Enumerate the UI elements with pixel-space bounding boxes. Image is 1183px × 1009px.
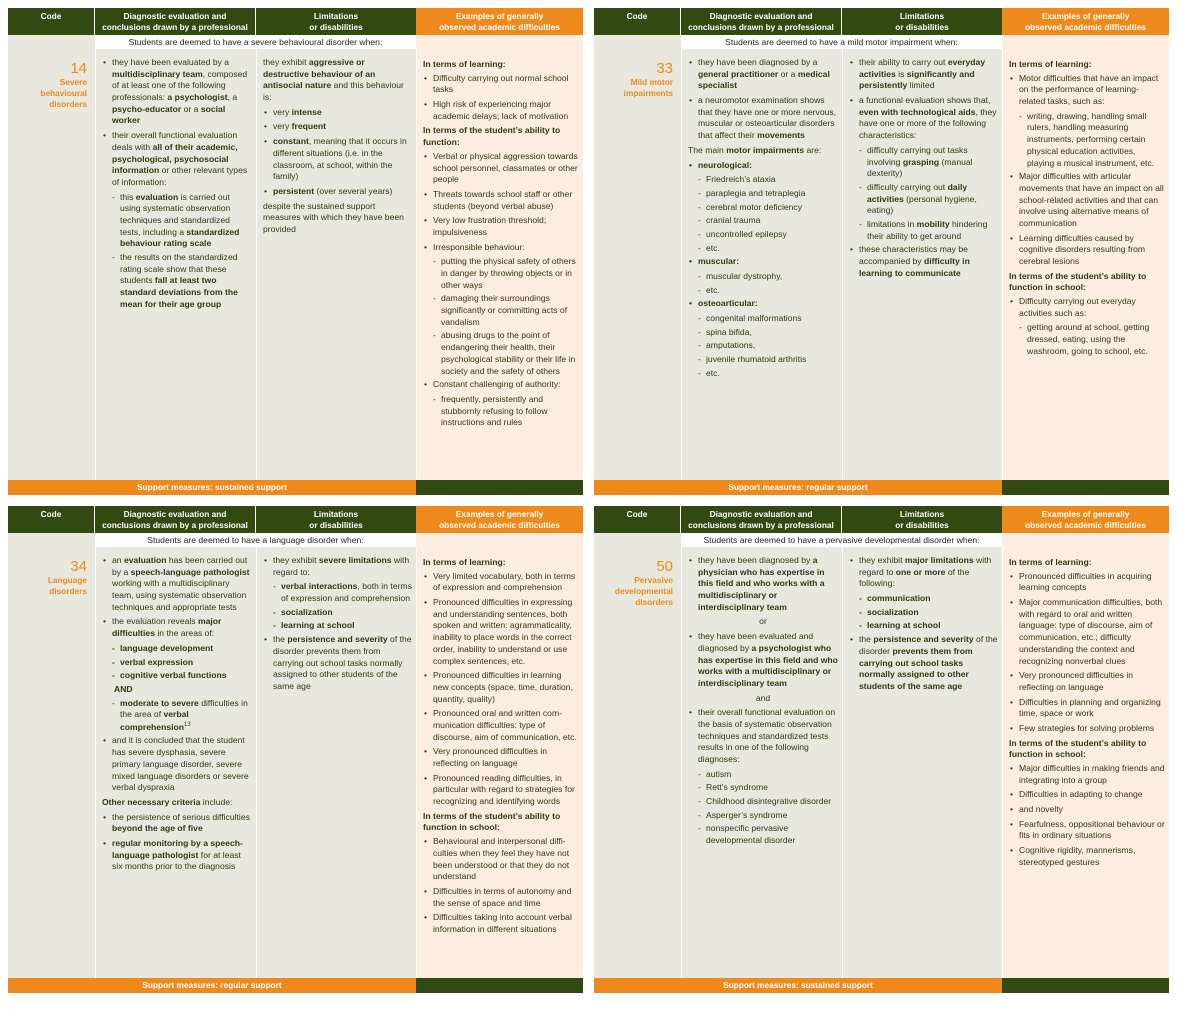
list-item: - cerebral motor deficiency: [688, 202, 838, 214]
card-body: [8, 49, 583, 480]
examples-cell: [416, 547, 583, 978]
list-item: - verbal expression: [102, 657, 252, 669]
section-heading: In terms of learning:: [1009, 59, 1092, 69]
list-item: - verbal interactions, both in terms of expression and comprehension: [263, 581, 412, 604]
list-item: - etc.: [688, 243, 838, 255]
card-mild-motor-impairments: [594, 8, 1169, 495]
list-item: - difficulty carrying out daily activities (personal hygiene, eating): [849, 182, 998, 217]
list-item: • Learning difficulties caused by cognitive disorders resulting from cerebral lesions: [1009, 233, 1165, 268]
list-item: - frequently, persistently and stubbornly refusing to follow instructions and rules: [431, 394, 579, 429]
list-item: The main motor impairments are:: [688, 144, 822, 155]
code-number: 14: [70, 60, 87, 77]
list-item: • and it is concluded that the student has severe dysphasia, severe primary language disorder, severe mixed language disorders or severe verbal dyspraxia: [102, 735, 252, 793]
header-limitations: Limitations or disabilities: [256, 8, 416, 35]
card-body: [594, 49, 1169, 480]
support-measures: Support measures: sustained support: [8, 480, 416, 495]
list-item: • Difficulty carrying out normal school tasks: [423, 73, 579, 96]
list-item: - learning at school: [849, 620, 998, 632]
list-item: - etc.: [688, 285, 838, 297]
support-measures-row: [594, 978, 1169, 993]
list-item: - cranial trauma: [688, 215, 838, 227]
support-measures: Support measures: regular support: [8, 978, 416, 993]
list-item: - this evaluation is carried out using systematic observation techniques and standardized tests, including a standardized behaviour rating scale: [102, 192, 252, 250]
list-item: - putting the physical safety of others in danger by throwing objects or in other ways: [431, 256, 579, 291]
list-item: • Motor difficulties that have an impact on the performance of learning-related tasks, such as:: [1009, 73, 1165, 108]
list-item: - learning at school: [263, 620, 412, 632]
list-item: • very intense: [263, 107, 412, 119]
card-body: [594, 547, 1169, 978]
list-item: - congenital malformations: [688, 313, 838, 325]
limitations-cell: [256, 547, 416, 978]
list-item: • Difficulties in planning and organizing time, space or work: [1009, 697, 1165, 720]
list-item: • Irresponsible behaviour:: [423, 242, 579, 254]
list-item: • they have been evaluated and diagnosed by a psychologist who has expertise in this field and who works with a multidisciplinary or interdisciplinary team: [688, 631, 838, 689]
list-item: - autism: [688, 769, 838, 781]
diagnostic-cell: [681, 49, 842, 480]
header-limitations: Limitations or disabilities: [842, 8, 1002, 35]
or-label: or: [759, 616, 767, 627]
deemed-row: [8, 35, 583, 49]
list-item: - juvenile rhumatoid arthritis: [688, 354, 838, 366]
and-label: and: [755, 692, 771, 703]
section-heading: In terms of learning:: [423, 557, 506, 567]
list-item: - language development: [102, 643, 252, 655]
list-item: • regular monitoring by a speech-language pathologist for at least six months prior to the diagnosis: [102, 838, 252, 873]
list-item: • their ability to carry out everyday activities is significantly and persistently limited: [849, 57, 998, 92]
code-cell: [594, 547, 681, 978]
deemed-text: Students are deemed to have a mild motor impairment when:: [725, 37, 958, 47]
deemed-row: [594, 35, 1169, 49]
list-item: • a neuromotor examination shows that they have one or more nervous, muscular or osteoarticular disorders that affect their movements: [688, 95, 838, 142]
list-item: - getting around at school, getting dressed, eating, using the washroom, going to school, etc.: [1017, 322, 1165, 357]
list-item: • they have been diagnosed by a physician who has expertise in this field and who works with a multidisciplinary or interdisciplinary team: [688, 555, 838, 613]
list-item: - communication: [849, 593, 998, 605]
code-number: 50: [656, 558, 673, 575]
deemed-row: [594, 533, 1169, 547]
list-item: despite the sustained support measures with which they have been provided: [263, 200, 404, 234]
list-item: - Rett’s syndrome: [688, 782, 838, 794]
and-label: AND: [114, 683, 133, 694]
list-item: • Cognitive rigidity, mannerisms, stereotyped gestures: [1009, 845, 1165, 868]
list-item: - etc.: [688, 368, 838, 380]
list-item: • Major difficulties with articular movements that have an impact on all school-related activities and that can involve using alternative means of communication: [1009, 171, 1165, 229]
header-diagnostic: Diagnostic evaluation and conclusions drawn by a professional: [95, 8, 256, 35]
list-item: • neurological:: [688, 160, 838, 172]
list-item: • Very limited vocabulary, both in terms of expression and comprehension: [423, 571, 579, 594]
support-measures-row: [8, 480, 583, 495]
section-heading: In terms of the student’s ability to function:: [423, 125, 561, 148]
limitations-cell: [842, 49, 1002, 480]
list-item: • High risk of experiencing major academic delays; lack of motivation: [423, 99, 579, 122]
list-item: • osteoarticular:: [688, 298, 838, 310]
list-item: - Friedreich’s ataxia: [688, 174, 838, 186]
code-label: Language disorders: [47, 575, 87, 596]
list-item: • Pronounced oral and written communication difficulties: type of discourse, aim of communication, etc.: [423, 708, 579, 743]
code-cell: [8, 547, 95, 978]
list-item: - Asperger’s syndrome: [688, 810, 838, 822]
header-limitations: Limitations or disabilities: [842, 506, 1002, 533]
header-limitations: Limitations or disabilities: [256, 506, 416, 533]
header-diagnostic: Diagnostic evaluation and conclusions drawn by a professional: [681, 506, 842, 533]
list-item: • Difficulties in adapting to change: [1009, 789, 1165, 801]
list-item: they exhibit aggressive or destructive behaviour of an antisocial nature and this behaviour is:: [263, 57, 404, 103]
list-item: Other necessary criteria include:: [102, 796, 233, 807]
list-item: • Very pronounced difficulties in reflecting on language: [423, 746, 579, 769]
list-item: • Very pronounced difficulties in reflecting on language: [1009, 670, 1165, 693]
table-header: [594, 8, 1169, 35]
list-item: • the evaluation reveals major difficulties in the areas of:: [102, 616, 252, 639]
code-number: 33: [656, 60, 673, 77]
card-severe-behavioural-disorders: [8, 8, 583, 495]
examples-cell: [1002, 49, 1169, 480]
table-header: [8, 506, 583, 533]
code-label: Mild motor impairments: [623, 77, 673, 98]
list-item: - difficulty carrying out tasks involving grasping (manual dexterity): [849, 145, 998, 180]
header-code: Code: [8, 8, 95, 35]
list-item: - amputations,: [688, 340, 838, 352]
list-item: • Pronounced difficulties in learning new concepts (space, time, duration, quantity, quality): [423, 670, 579, 705]
diagnostic-cell: [95, 49, 256, 480]
list-item: - socialization: [263, 607, 412, 619]
header-examples: Examples of generally observed academic difficulties: [416, 506, 583, 533]
list-item: • an evaluation has been carried out by a speech-language pathologist working with a multidisciplinary team, using systematic observation techniques and appropriate tests: [102, 555, 252, 613]
list-item: • the persistence and severity of the disorder prevents them from carrying out school tasks normally assigned to other students of the same age: [263, 634, 412, 692]
list-item: - nonspecific pervasive developmental disorder: [688, 823, 838, 846]
card-pervasive-developmental-disorders: [594, 506, 1169, 993]
diagnostic-cell: [95, 547, 256, 978]
list-item: • Pronounced difficulties in expressing and understanding sentences, both spoken and written: agrammaticality, inability to place words in the correct order, inability to understand or use complex sentences, etc.: [423, 597, 579, 667]
list-item: • Difficulties in terms of autonomy and the sense of space and time: [423, 886, 579, 909]
code-cell: [594, 49, 681, 480]
list-item: - the results on the standardized rating scale show that these students fall at least two standard deviations from the mean for their age group: [102, 252, 252, 310]
list-item: - writing, drawing, handling small rulers, handling measuring instruments, performing certain physical education activities, playing a musical instrument, etc.: [1017, 111, 1165, 169]
header-examples: Examples of generally observed academic difficulties: [1002, 506, 1169, 533]
header-code: Code: [594, 506, 681, 533]
list-item: - Childhood disintegrative disorder: [688, 796, 838, 808]
list-item: • Difficulties taking into account verbal information in different situations: [423, 912, 579, 935]
list-item: • Verbal or physical aggression towards school personnel, classmates or other people: [423, 151, 579, 186]
list-item: • Pronounced difficulties in acquiring learning concepts: [1009, 571, 1165, 594]
support-measures: Support measures: regular support: [594, 480, 1002, 495]
header-diagnostic: Diagnostic evaluation and conclusions drawn by a professional: [681, 8, 842, 35]
deemed-text: Students are deemed to have a severe behavioural disorder when:: [128, 37, 383, 47]
list-item: - uncontrolled epilepsy: [688, 229, 838, 241]
table-header: [594, 506, 1169, 533]
list-item: • they have been evaluated by a multidisciplinary team, composed of at least one of the following professionals: a psychologist, a psycho-educator or a social worker: [102, 57, 252, 127]
header-examples: Examples of generally observed academic difficulties: [1002, 8, 1169, 35]
list-item: - abusing drugs to the point of endangering their health, their psychological stability or their life in society and the safety of others: [431, 330, 579, 377]
list-item: - socialization: [849, 607, 998, 619]
list-item: - moderate to severe difficulties in the area of verbal comprehension$^{13}$: [102, 698, 252, 734]
card-body: [8, 547, 583, 978]
code-label: Pervasive developmental disorders: [614, 575, 673, 607]
list-item: • they exhibit major limitations with regard to one or more of the following:: [849, 555, 998, 590]
list-item: • Constant challenging of authority:: [423, 379, 579, 391]
header-examples: Examples of generally observed academic difficulties: [416, 8, 583, 35]
list-item: • Behavioural and interpersonal difficulties when they feel they have not been understood or that they do not understand: [423, 836, 579, 883]
list-item: - limitations in mobility hindering their ability to get around: [849, 219, 998, 242]
code-number: 34: [70, 558, 87, 575]
list-item: - muscular dystrophy,: [688, 271, 838, 283]
diagnostic-cell: [681, 547, 842, 978]
list-item: • persistent (over several years): [263, 186, 412, 198]
section-heading: In terms of the student’s ability to function in school:: [423, 810, 561, 833]
limitations-cell: [256, 49, 416, 480]
list-item: - spina bifida,: [688, 327, 838, 339]
section-heading: In terms of learning:: [423, 59, 506, 69]
header-code: Code: [8, 506, 95, 533]
examples-cell: [416, 49, 583, 480]
table-header: [8, 8, 583, 35]
section-heading: In terms of the student’s ability to function in school:: [1009, 737, 1147, 760]
list-item: • and novelty: [1009, 804, 1165, 816]
code-cell: [8, 49, 95, 480]
limitations-cell: [842, 547, 1002, 978]
support-measures: Support measures: sustained support: [594, 978, 1002, 993]
list-item: • their overall functional evaluation deals with all of their academic, psychological, psychosocial information or other relevant types of information:: [102, 130, 252, 188]
list-item: • a functional evaluation shows that, even with technological aids, they have one or more of the following characteristics:: [849, 95, 998, 142]
list-item: • Fearfulness, oppositional behaviour or fits in ordinary situations: [1009, 819, 1165, 842]
list-item: - cognitive verbal functions: [102, 670, 252, 682]
examples-cell: [1002, 547, 1169, 978]
support-measures-row: [594, 480, 1169, 495]
header-code: Code: [594, 8, 681, 35]
deemed-text: Students are deemed to have a pervasive developmental disorder when:: [703, 535, 980, 545]
list-item: • their overall functional evaluation on the basis of systematic observation techniques and standardized tests results in one of the following diagnoses:: [688, 707, 838, 765]
header-diagnostic: Diagnostic evaluation and conclusions drawn by a professional: [95, 506, 256, 533]
section-heading: In terms of the student’s ability to function in school:: [1009, 270, 1147, 293]
support-measures-row: [8, 978, 583, 993]
list-item: • Few strategies for solving problems: [1009, 723, 1165, 735]
list-item: • the persistence of serious difficulties beyond the age of five: [102, 812, 252, 835]
list-item: • they have been diagnosed by a general practitioner or a medical specialist: [688, 57, 838, 92]
code-label: Severe behavioural disorders: [40, 77, 87, 109]
list-item: • they exhibit severe limitations with regard to:: [263, 555, 412, 578]
section-heading: In terms of learning:: [1009, 557, 1092, 567]
list-item: • Difficulty carrying out everyday activities such as:: [1009, 296, 1165, 319]
list-item: - paraplegia and tetraplegia: [688, 188, 838, 200]
card-language-disorders: [8, 506, 583, 993]
list-item: • constant, meaning that it occurs in different situations (i.e. in the classroom, at school, within the family): [263, 136, 412, 183]
list-item: • these characteristics may be accompanied by difficulty in learning to communicate: [849, 244, 998, 279]
deemed-row: [8, 533, 583, 547]
list-item: - damaging their surroundings significantly or committing acts of vandalism: [431, 293, 579, 328]
list-item: • Major communication difficulties, both with regard to oral and written language: type of discourse, aim of communication, etc.; difficulty understanding the context and recognizing nonverbal clues: [1009, 597, 1165, 667]
list-item: • muscular:: [688, 256, 838, 268]
list-item: • the persistence and severity of the disorder prevents them from carrying out school tasks normally assigned to other students of the same age: [849, 634, 998, 692]
list-item: • Major difficulties in making friends and integrating into a group: [1009, 763, 1165, 786]
list-item: • very frequent: [263, 121, 412, 133]
list-item: • Threats towards school staff or other students (beyond verbal abuse): [423, 189, 579, 212]
list-item: • Pronounced reading difficulties, in particular with regard to strategies for recognizing and identifying words: [423, 773, 579, 808]
list-item: • Very low frustration threshold; impulsiveness: [423, 215, 579, 238]
deemed-text: Students are deemed to have a language disorder when:: [147, 535, 364, 545]
